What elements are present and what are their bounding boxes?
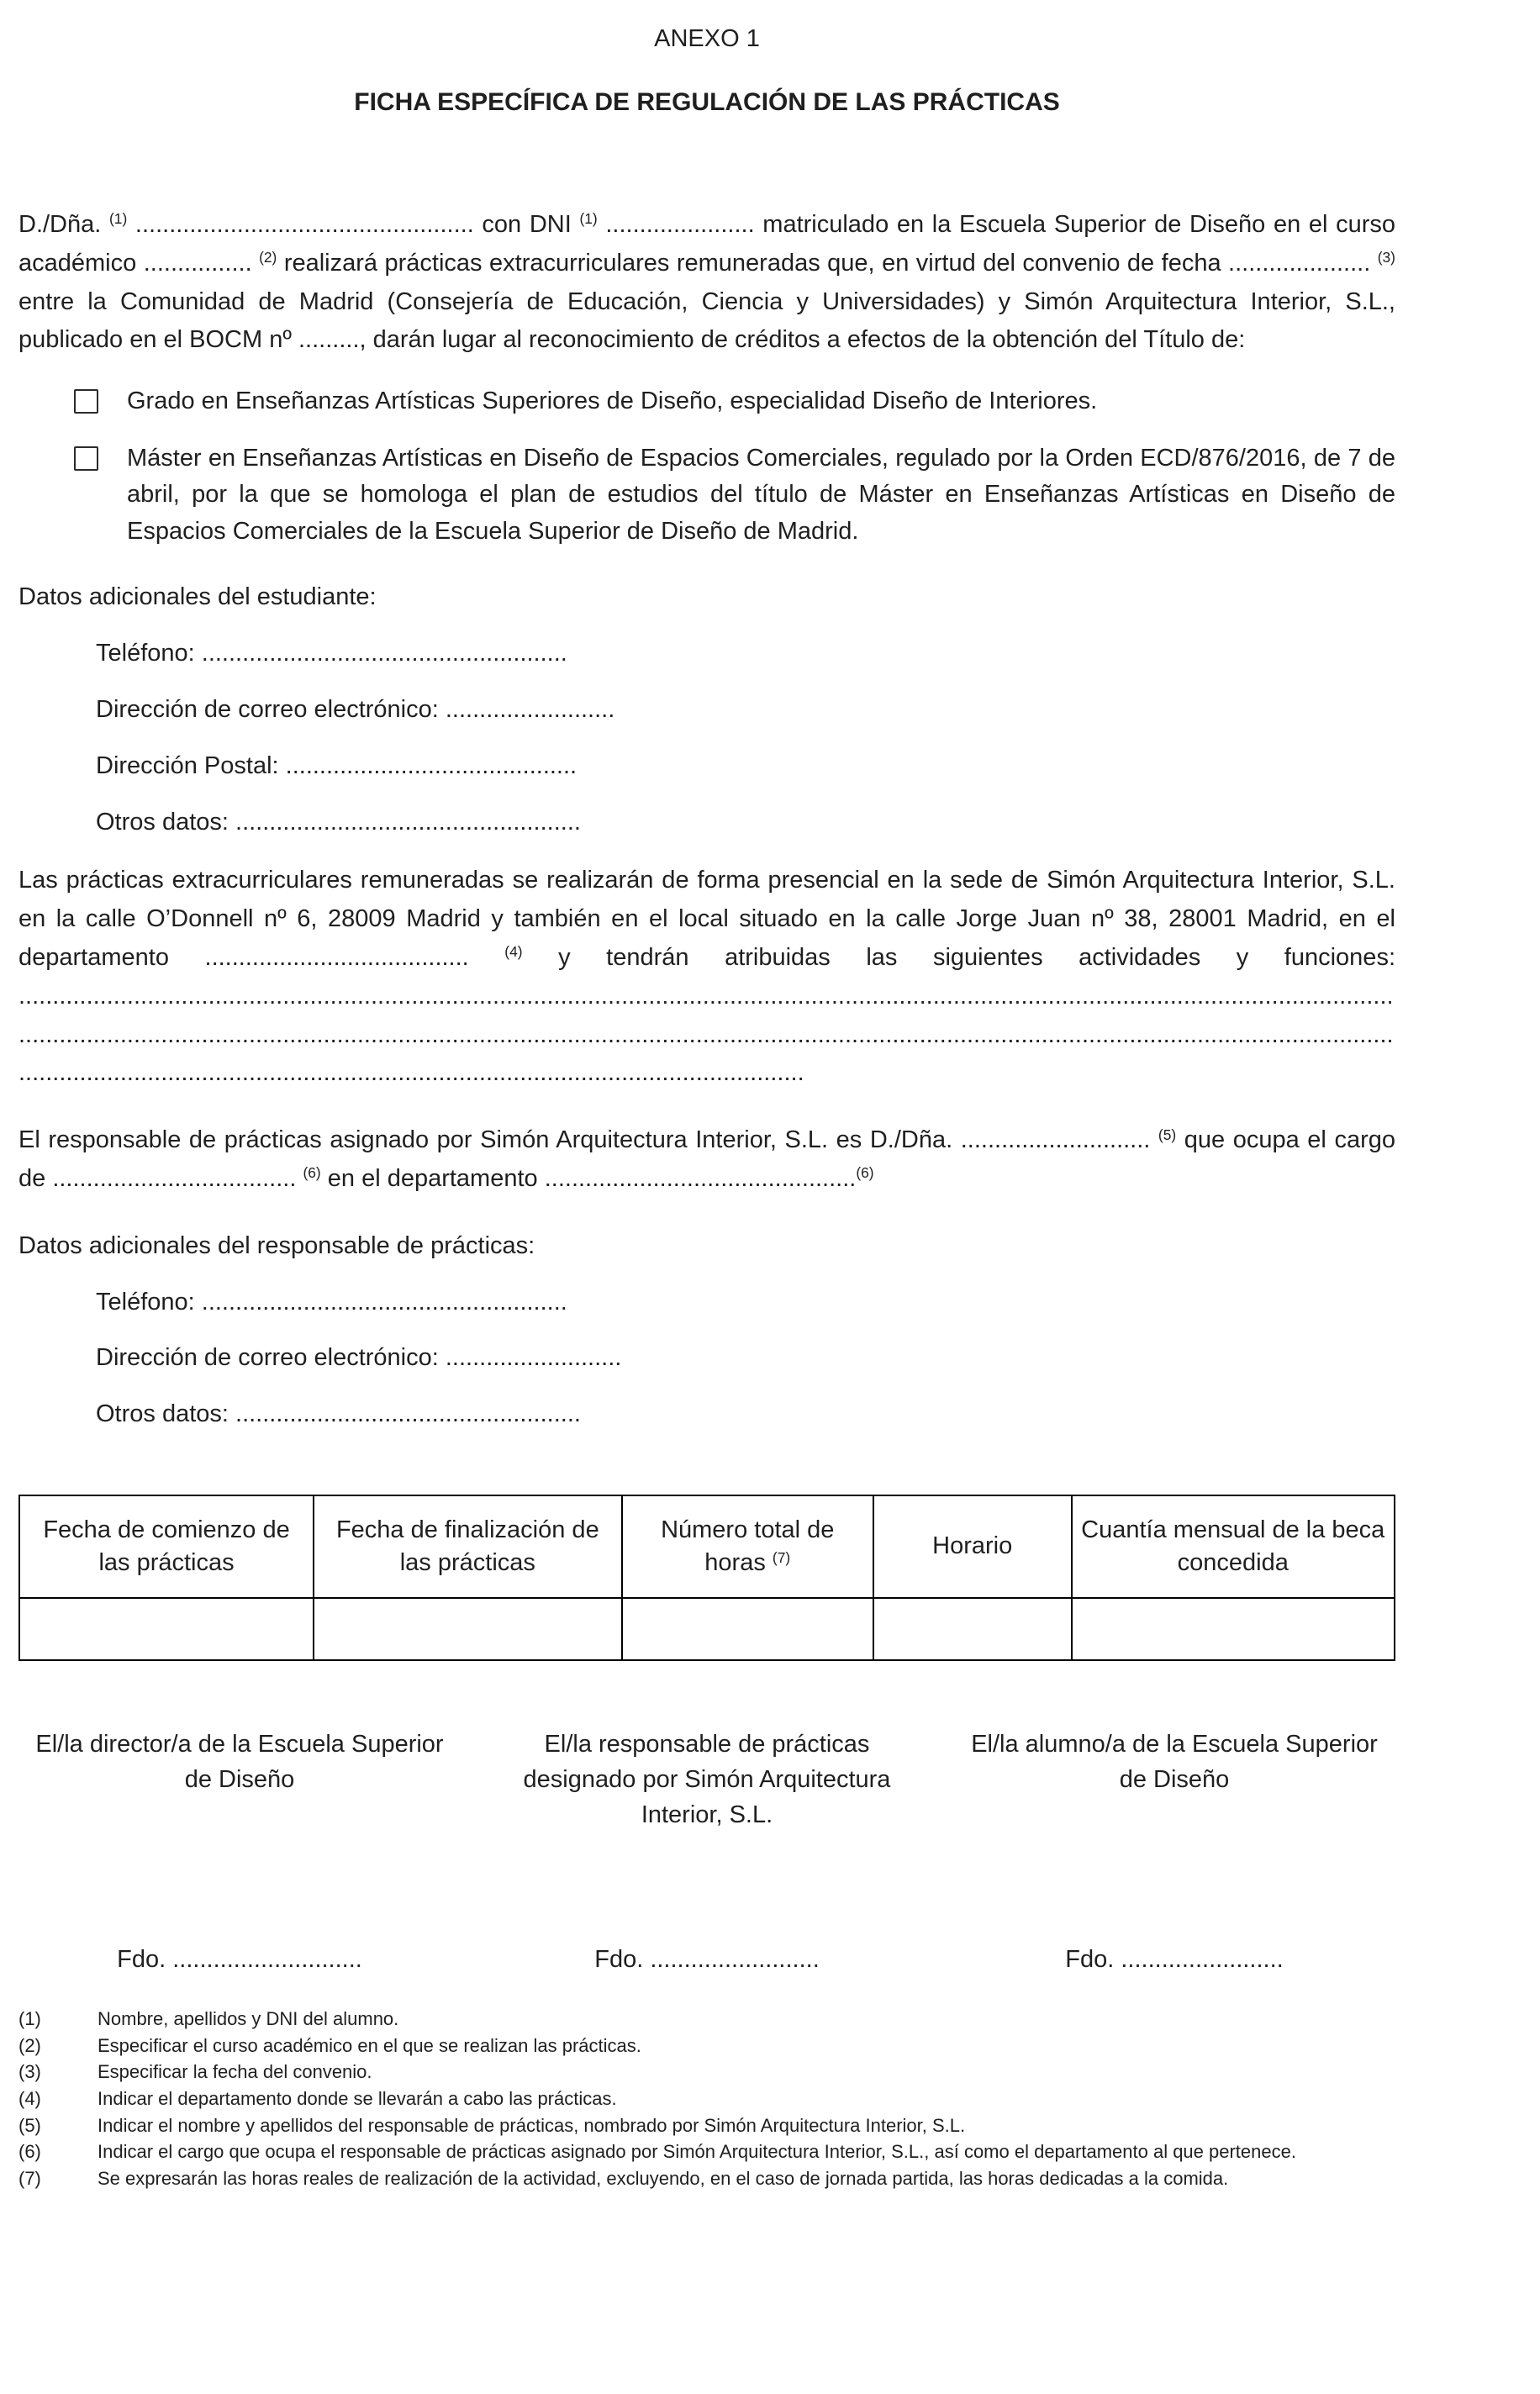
footnote-text: Indicar el cargo que ocupa el responsable de prácticas asignado por Simón Arquitectura Interior, S.L., así como el departamento al que pertenece. <box>98 2141 1296 2163</box>
responsible-signature-label: El/la responsable de prácticas designado por Simón Arquitectura Interior, S.L. <box>523 1731 891 1829</box>
footnote-5 <box>18 2114 1395 2138</box>
degree-option-master <box>74 440 1395 551</box>
student-postal-address-field: Dirección Postal: ........................................... <box>96 751 578 779</box>
grant-amount-cell <box>1072 1598 1395 1660</box>
footnote-1 <box>18 2007 1395 2032</box>
footnote-number: (4) <box>18 2087 41 2109</box>
intro-paragraph: D./Dña. $^{(1)}$ .................................................. con DNI $^{(1)}$ ...................... matriculado en la Escuela Superior de Diseño en el curso académico ................ $^{(2)}$ realizará prácticas extracurriculares remuneradas que, en virtud del convenio de fecha ..................... $^{(3)}$ entre la Comunidad de Madrid (Consejería de Educación, Ciencia y Universidades) y Simón Arquitectura Interior, S.L., publicado en el BOCM nº ........., darán lugar al reconocimiento de créditos a efectos de la obtención del Título de: <box>18 210 1396 354</box>
col-header-end-date: Fecha de finalización de las prácticas <box>314 1495 621 1598</box>
col-header-start-date: Fecha de comienzo de las prácticas <box>19 1495 314 1598</box>
schedule-cell <box>873 1598 1072 1660</box>
responsible-other-data-field: Otros datos: ................................................... <box>96 1400 581 1428</box>
responsible-phone-field: Teléfono: ...................................................... <box>96 1288 567 1316</box>
total-hours-cell <box>622 1598 873 1660</box>
footnote-6 <box>18 2140 1395 2165</box>
footnote-number: (3) <box>18 2061 41 2083</box>
end-date-cell <box>314 1598 621 1660</box>
footnote-text: Nombre, apellidos y DNI del alumno. <box>98 2008 399 2030</box>
footnote-3 <box>18 2060 1395 2085</box>
col-header-schedule: Horario <box>873 1495 1072 1598</box>
master-checkbox-label: Máster en Enseñanzas Artísticas en Diseño de Espacios Comerciales, regulado por la Orden ECD/876/2016, de 7 de abril, por la que se homologa el plan de estudios del título de Máster en Enseñanzas Artísticas en Diseño de Espacios Comerciales de la Escuela Superior de Diseño de Madrid. <box>127 444 1395 545</box>
signature-section <box>18 1727 1395 1974</box>
annex-title: ANEXO 1 <box>654 25 760 52</box>
footnote-text: Indicar el departamento donde se llevarán a cabo las prácticas. <box>98 2087 617 2109</box>
start-date-cell <box>19 1598 314 1660</box>
footnote-text: Especificar la fecha del convenio. <box>98 2061 372 2083</box>
footnote-number: (7) <box>18 2167 41 2189</box>
student-data-heading: Datos adicionales del estudiante: <box>18 583 377 611</box>
col-header-grant-amount: Cuantía mensual de la beca concedida <box>1072 1495 1395 1598</box>
document-title: FICHA ESPECÍFICA DE REGULACIÓN DE LAS PRÁCTICAS <box>354 88 1060 116</box>
responsible-email-field: Dirección de correo electrónico: .......................... <box>96 1344 622 1372</box>
table-row <box>19 1598 1395 1660</box>
footnote-7 <box>18 2167 1395 2191</box>
footnote-number: (2) <box>18 2034 41 2056</box>
student-email-field: Dirección de correo electrónico: ......................... <box>96 695 615 723</box>
student-other-data-field: Otros datos: ................................................... <box>96 808 581 836</box>
degree-option-grado <box>74 383 1395 420</box>
grado-checkbox[interactable] <box>74 389 98 414</box>
footnote-2 <box>18 2034 1395 2059</box>
footnote-number: (1) <box>18 2008 41 2030</box>
master-checkbox[interactable] <box>74 446 98 471</box>
student-signature-label: El/la alumno/a de la Escuela Superior de Diseño <box>971 1731 1378 1794</box>
director-signature-label: El/la director/a de la Escuela Superior de Diseño <box>35 1731 444 1794</box>
footnotes-section <box>18 2007 1395 2191</box>
practices-summary-table <box>18 1495 1395 1661</box>
student-phone-field: Teléfono: ...................................................... <box>96 640 567 667</box>
footnote-text: Se expresarán las horas reales de realización de la actividad, excluyendo, en el caso de jornada partida, las horas dedicadas a la comida. <box>98 2167 1229 2189</box>
footnote-text: Especificar el curso académico en el que se realizan las prácticas. <box>98 2034 641 2056</box>
responsible-assignment-paragraph: El responsable de prácticas asignado por Simón Arquitectura Interior, S.L. es D./Dña. ............................ $^{(5)}$ que ocupa el cargo de .................................... $^{(6)}$ en el departamento ..............................................$^{(6)}$ <box>18 1126 1395 1192</box>
footnote-number: (6) <box>18 2141 41 2163</box>
responsible-data-heading: Datos adicionales del responsable de prácticas: <box>18 1231 535 1259</box>
table-header-row <box>19 1495 1395 1598</box>
director-fdo-line: Fdo. ............................ <box>117 1946 362 1974</box>
grado-checkbox-label: Grado en Enseñanzas Artísticas Superiores de Diseño, especialidad Diseño de Interiores. <box>127 388 1098 415</box>
practices-location-paragraph: Las prácticas extracurriculares remuneradas se realizarán de forma presencial en la sede de Simón Arquitectura Interior, S.L. en la calle O’Donnell nº 6, 28009 Madrid y también en el local situado en la calle Jorge Juan nº 38, 28001 Madrid, en el departamento ....................................... $^{(4)}$ y tendrán atribuidas las siguientes actividades y funciones: .......................................................................................................................................................................................................................................................................................................................................................................................................................................................................................................................................... <box>18 867 1395 1087</box>
footnote-text: Indicar el nombre y apellidos del responsable de prácticas, nombrado por Simón Arquitectura Interior, S.L. <box>98 2114 966 2136</box>
footnote-number: (5) <box>18 2114 41 2136</box>
footnote-4 <box>18 2087 1395 2112</box>
responsible-fdo-line: Fdo. ......................... <box>594 1946 820 1974</box>
col-header-total-hours: Número total de horas $^{(7)}$ <box>622 1495 873 1598</box>
student-fdo-line: Fdo. ........................ <box>1065 1946 1284 1974</box>
